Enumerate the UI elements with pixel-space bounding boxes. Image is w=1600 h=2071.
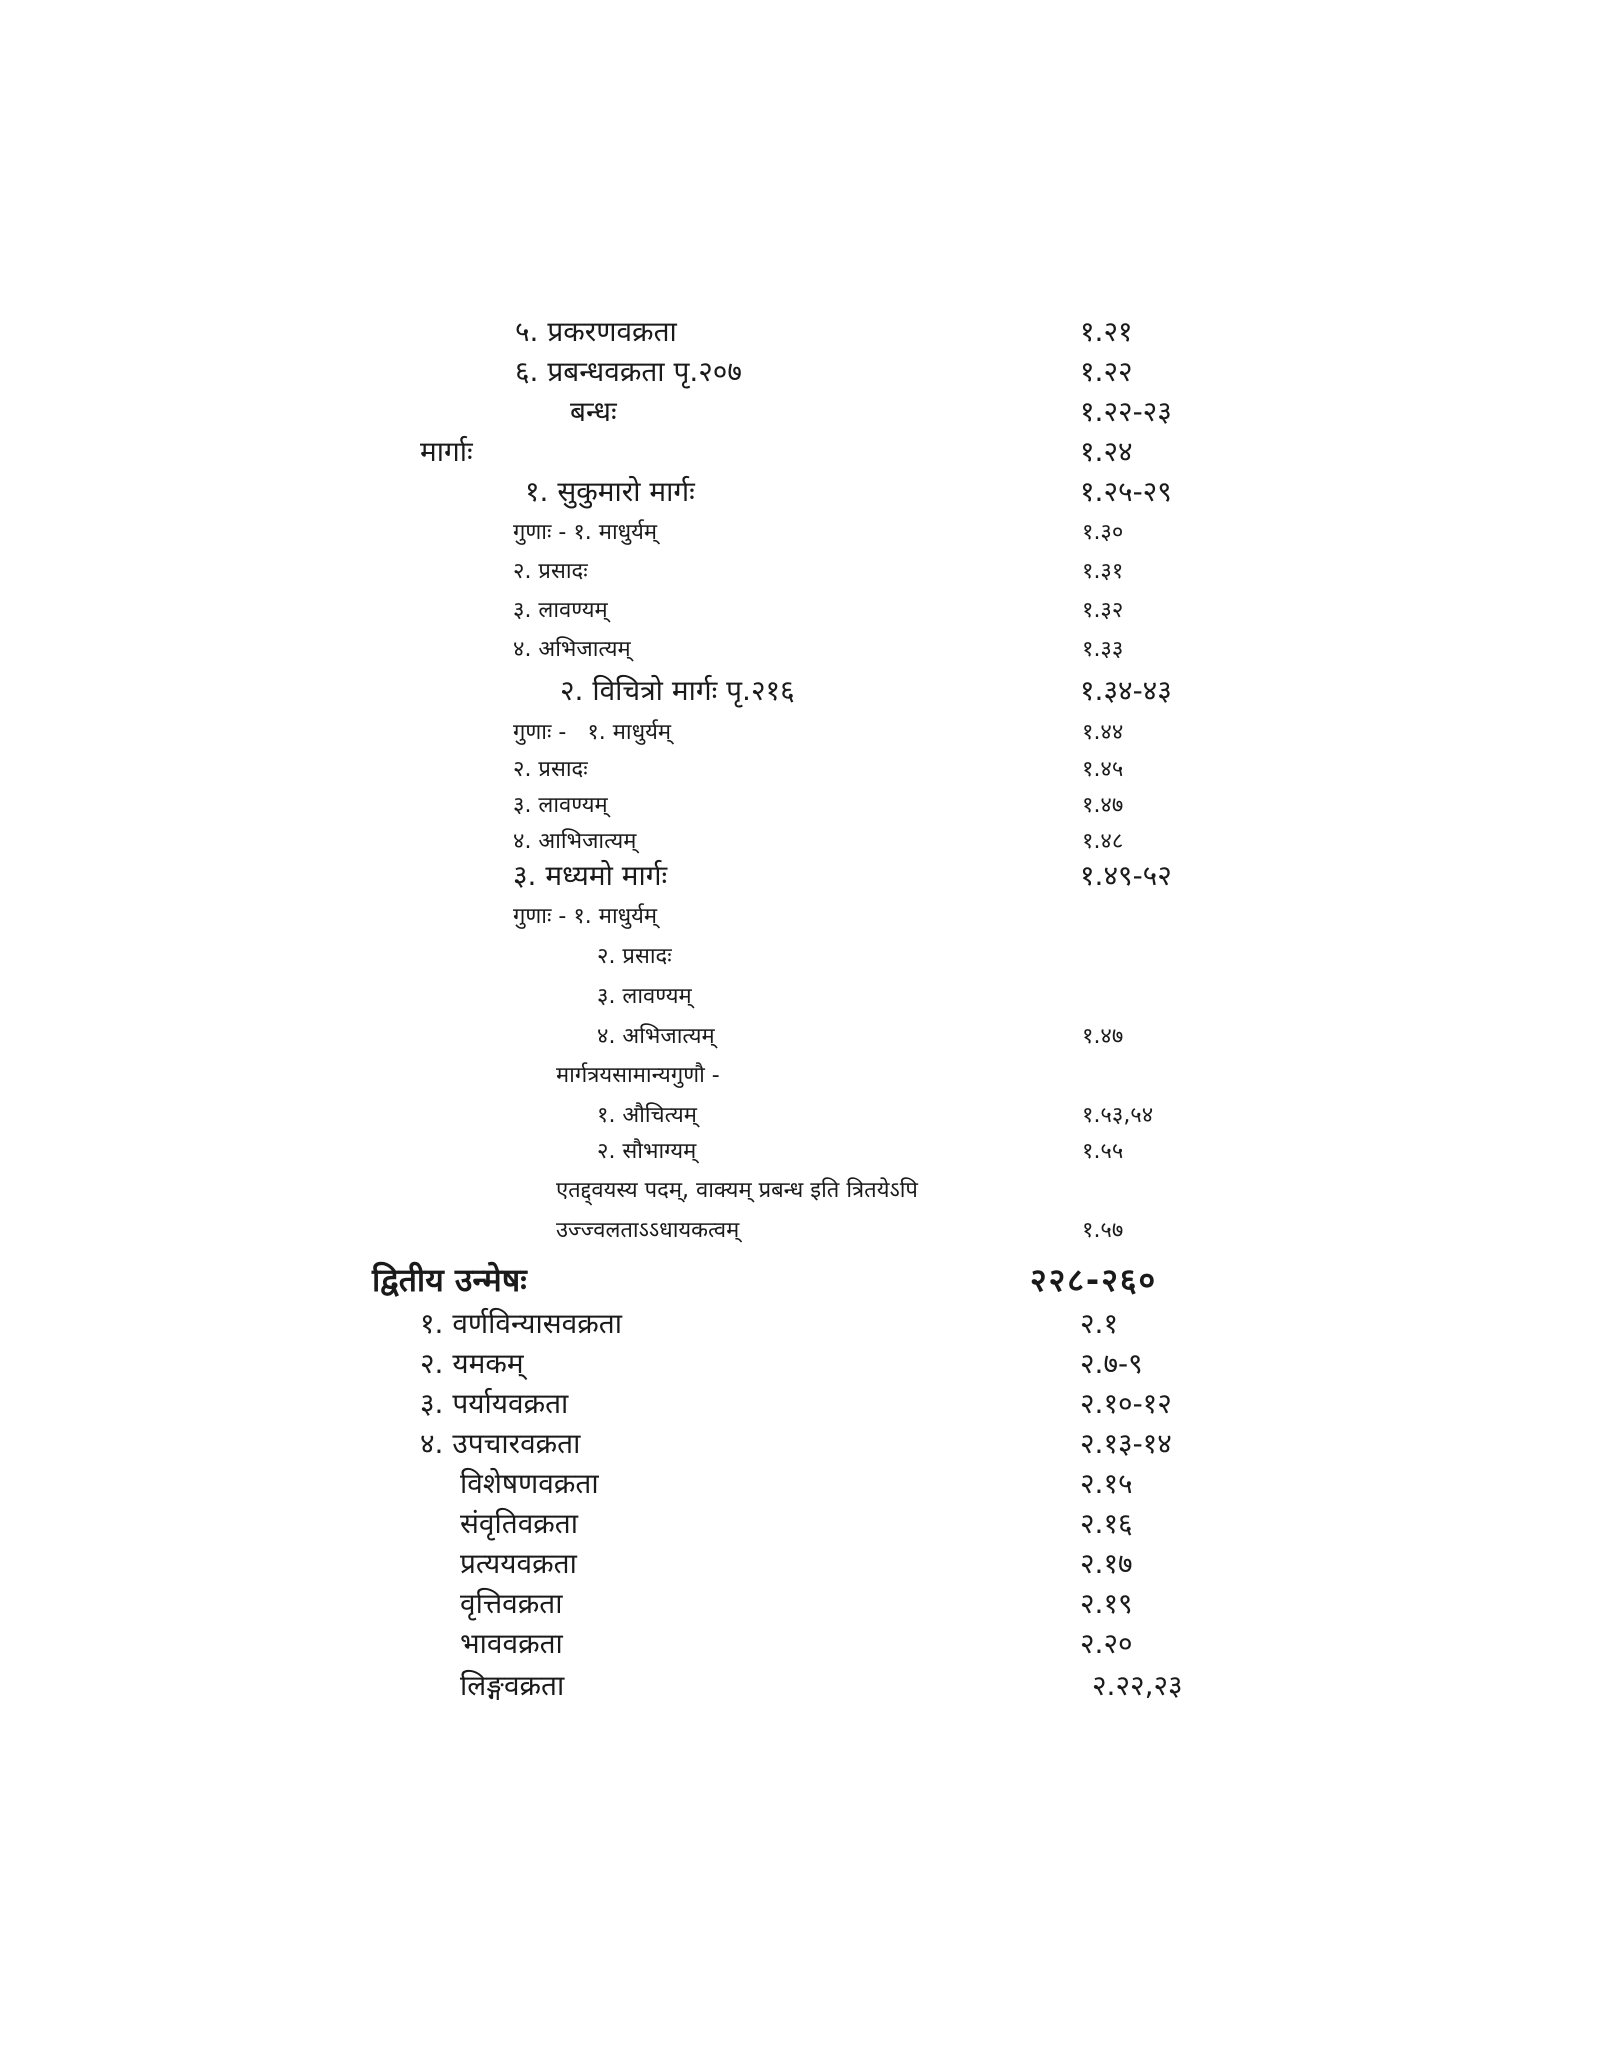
- entry-label: गुणाः - १. माधुर्यम्: [513, 720, 672, 745]
- entry-reference: १.४७: [1082, 1024, 1124, 1049]
- entry-label: ४. उपचारवक्रता: [420, 1427, 581, 1460]
- entry-reference: २.१५: [1080, 1467, 1133, 1500]
- entry-reference: २.१६: [1080, 1507, 1133, 1540]
- entry-reference: १.४८: [1082, 829, 1124, 854]
- entry-reference: १.२२: [1080, 355, 1133, 388]
- entry-label: संवृतिवक्रता: [460, 1507, 578, 1540]
- entry-reference: १.४७: [1082, 793, 1124, 818]
- section-title: द्वितीय उन्मेषः: [372, 1261, 527, 1299]
- entry-label: २. विचित्रो मार्गः पृ.२१६: [560, 674, 795, 707]
- entry-label: ५. प्रकरणवक्रता: [515, 315, 677, 348]
- entry-reference: १.५५: [1082, 1139, 1124, 1164]
- entry-reference: १.२१: [1080, 315, 1133, 348]
- entry-reference: १.२५-२९: [1080, 475, 1172, 508]
- section-page-range: २२८-२६०: [1030, 1261, 1158, 1299]
- entry-label: ३. लावण्यम्: [513, 598, 608, 623]
- entry-reference: १.३२: [1082, 598, 1124, 623]
- entry-label: २. प्रसादः: [597, 944, 672, 969]
- entry-reference: २.२०: [1080, 1627, 1133, 1660]
- entry-reference: १.३३: [1082, 637, 1124, 662]
- entry-reference: १.४५: [1082, 757, 1124, 782]
- entry-reference: २.७-९: [1080, 1347, 1143, 1380]
- entry-label: गुणाः - १. माधुर्यम्: [513, 520, 658, 545]
- entry-label: १. औचित्यम्: [597, 1103, 697, 1128]
- entry-label: गुणाः - १. माधुर्यम्: [513, 904, 658, 929]
- entry-label: ३. लावण्यम्: [597, 984, 692, 1009]
- entry-label: ४. आभिजात्यम्: [513, 829, 637, 854]
- entry-label: वृत्तिवक्रता: [460, 1587, 563, 1620]
- entry-reference: १.२२-२३: [1080, 395, 1172, 428]
- entry-reference: २.१९: [1080, 1587, 1133, 1620]
- entry-label: विशेषणवक्रता: [460, 1467, 599, 1500]
- entry-label: लिङ्गवक्रता: [460, 1669, 565, 1702]
- entry-reference: २.१: [1080, 1307, 1119, 1340]
- entry-label: भाववक्रता: [460, 1627, 563, 1660]
- entry-reference: १.४९-५२: [1080, 859, 1172, 892]
- entry-reference: २.१७: [1080, 1547, 1133, 1580]
- entry-label: २. सौभाग्यम्: [597, 1139, 697, 1164]
- entry-label: ३. मध्यमो मार्गः: [513, 859, 668, 892]
- entry-reference: १.५७: [1082, 1218, 1124, 1243]
- entry-label: ३. पर्यायवक्रता: [420, 1387, 569, 1420]
- entry-reference: २.१०-१२: [1080, 1387, 1172, 1420]
- entry-label: मार्गाः: [420, 435, 473, 468]
- entry-label: मार्गत्रयसामान्यगुणौ -: [556, 1063, 720, 1088]
- entry-reference: १.३०: [1082, 520, 1124, 545]
- entry-reference: २.२२,२३: [1092, 1669, 1183, 1702]
- entry-reference: १.३१: [1082, 559, 1124, 584]
- entry-reference: १.५३,५४: [1082, 1103, 1154, 1128]
- entry-label: ३. लावण्यम्: [513, 793, 608, 818]
- entry-label: ६. प्रबन्धवक्रता पृ.२०७: [515, 355, 742, 388]
- entry-label: ४. अभिजात्यम्: [597, 1024, 715, 1049]
- entry-label: १. वर्णविन्यासवक्रता: [420, 1307, 622, 1340]
- entry-reference: १.२४: [1080, 435, 1133, 468]
- entry-label: बन्धः: [570, 395, 617, 428]
- entry-label: एतद्द्वयस्य पदम्, वाक्यम् प्रबन्ध इति त्रितयेऽपि: [556, 1178, 918, 1203]
- entry-label: १. सुकुमारो मार्गः: [525, 475, 695, 508]
- entry-label: ४. अभिजात्यम्: [513, 637, 631, 662]
- entry-label: उज्ज्वलताऽऽधायकत्वम्: [556, 1218, 740, 1243]
- entry-label: २. यमकम्: [420, 1347, 524, 1380]
- entry-reference: २.१३-१४: [1080, 1427, 1172, 1460]
- entry-label: प्रत्ययवक्रता: [460, 1547, 577, 1580]
- entry-label: २. प्रसादः: [513, 757, 588, 782]
- entry-label: २. प्रसादः: [513, 559, 588, 584]
- entry-reference: १.४४: [1082, 720, 1124, 745]
- entry-reference: १.३४-४३: [1080, 674, 1172, 707]
